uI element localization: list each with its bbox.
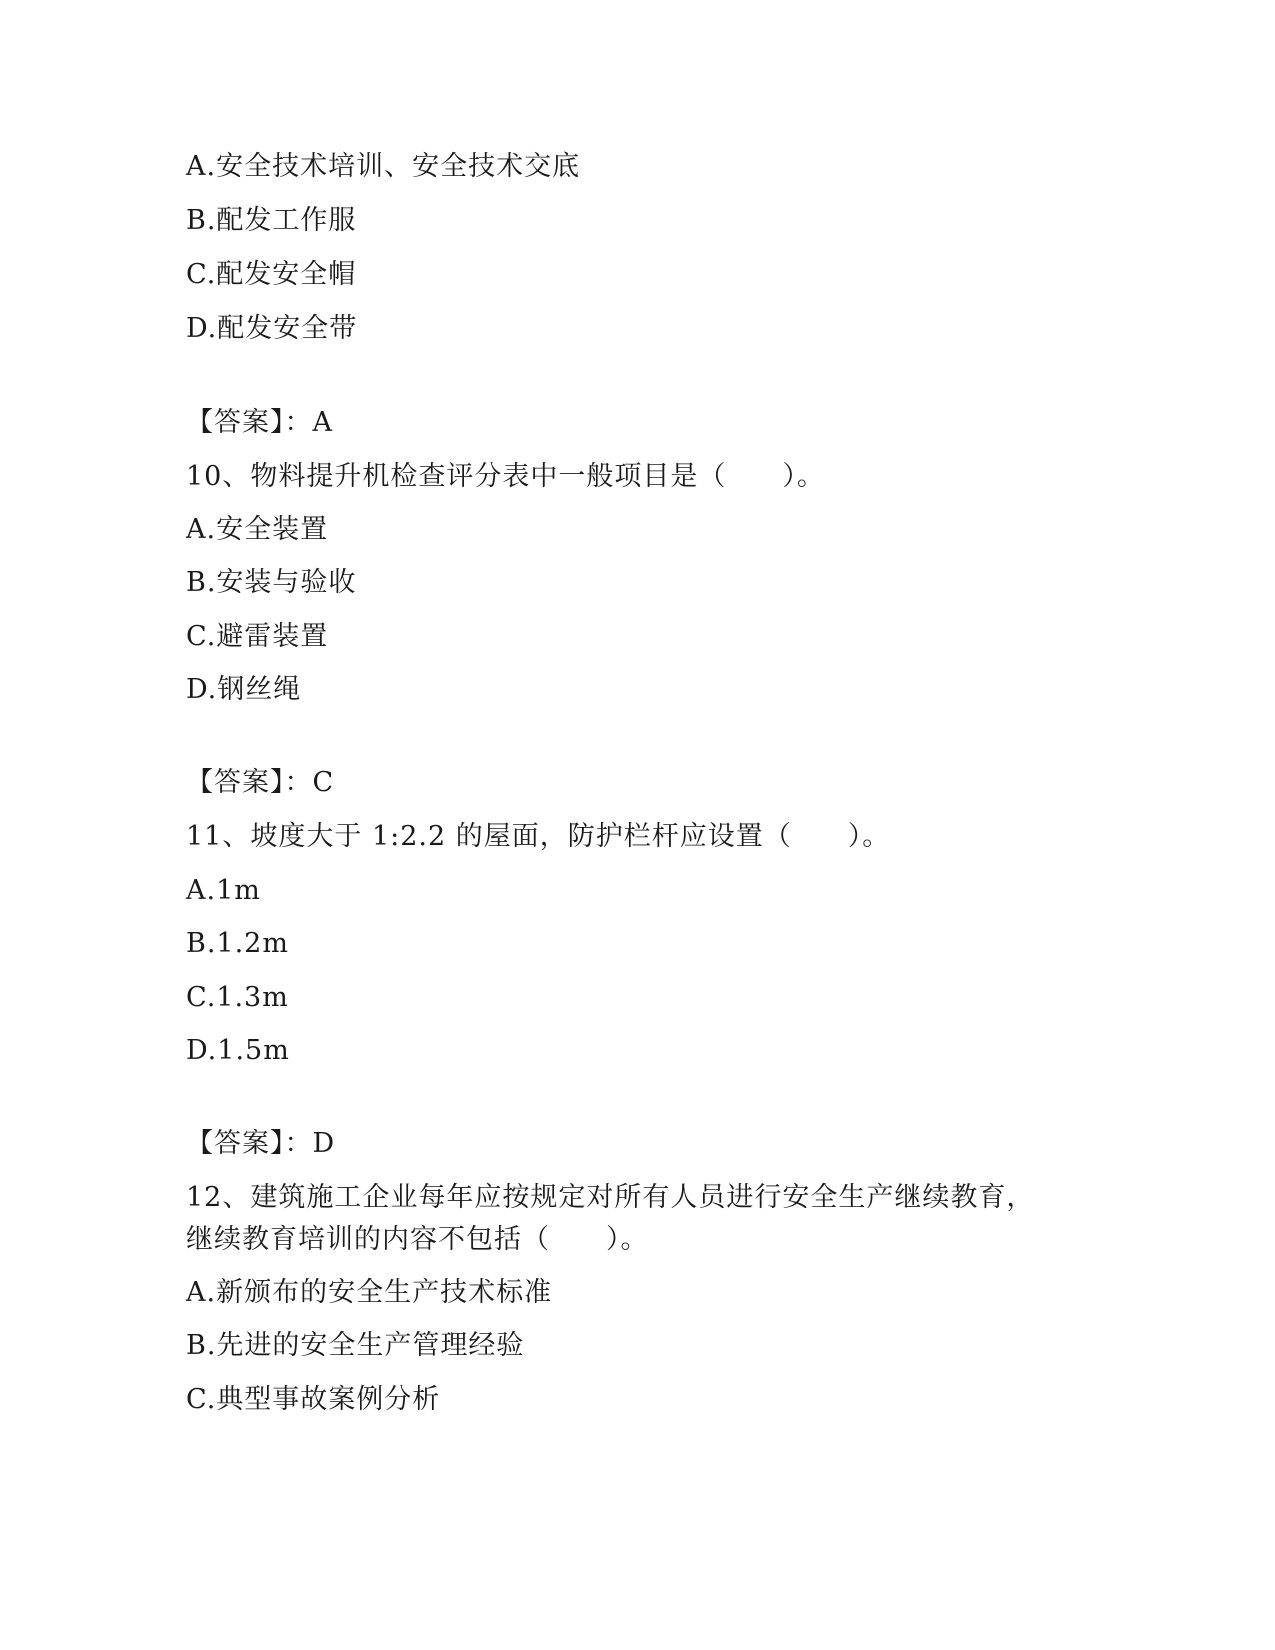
answer-line: 【答案】：A	[186, 407, 333, 438]
option-a: A.安全装置	[186, 514, 329, 545]
question-12-stem-line1: 12、建筑施工企业每年应按规定对所有人员进行安全生产继续教育，	[186, 1182, 1035, 1213]
option-b: B.配发工作服	[186, 205, 357, 236]
option-d: D.配发安全带	[186, 313, 358, 344]
question-12-stem-line2: 继续教育培训的内容不包括（ ）。	[186, 1224, 649, 1255]
option-a: A.新颁布的安全生产技术标准	[186, 1277, 553, 1308]
option-c: C.1.3m	[186, 982, 289, 1013]
answer-line: 【答案】：D	[186, 1128, 336, 1159]
option-b: B.先进的安全生产管理经验	[186, 1330, 525, 1361]
option-a: A.1m	[186, 875, 261, 906]
option-b: B.1.2m	[186, 928, 289, 959]
option-c: C.典型事故案例分析	[186, 1384, 441, 1415]
option-b: B.安装与验收	[186, 567, 357, 598]
answer-line: 【答案】：C	[186, 767, 335, 798]
option-a: A.安全技术培训、安全技术交底	[186, 151, 581, 182]
option-d: D.1.5m	[186, 1035, 290, 1066]
option-c: C.配发安全帽	[186, 259, 357, 290]
question-11-stem: 11、坡度大于 1:2.2 的屋面，防护栏杆应设置（ ）。	[186, 821, 891, 852]
option-c: C.避雷装置	[186, 621, 329, 652]
question-10-stem: 10、物料提升机检查评分表中一般项目是（ ）。	[186, 461, 825, 492]
option-d: D.钢丝绳	[186, 674, 302, 705]
